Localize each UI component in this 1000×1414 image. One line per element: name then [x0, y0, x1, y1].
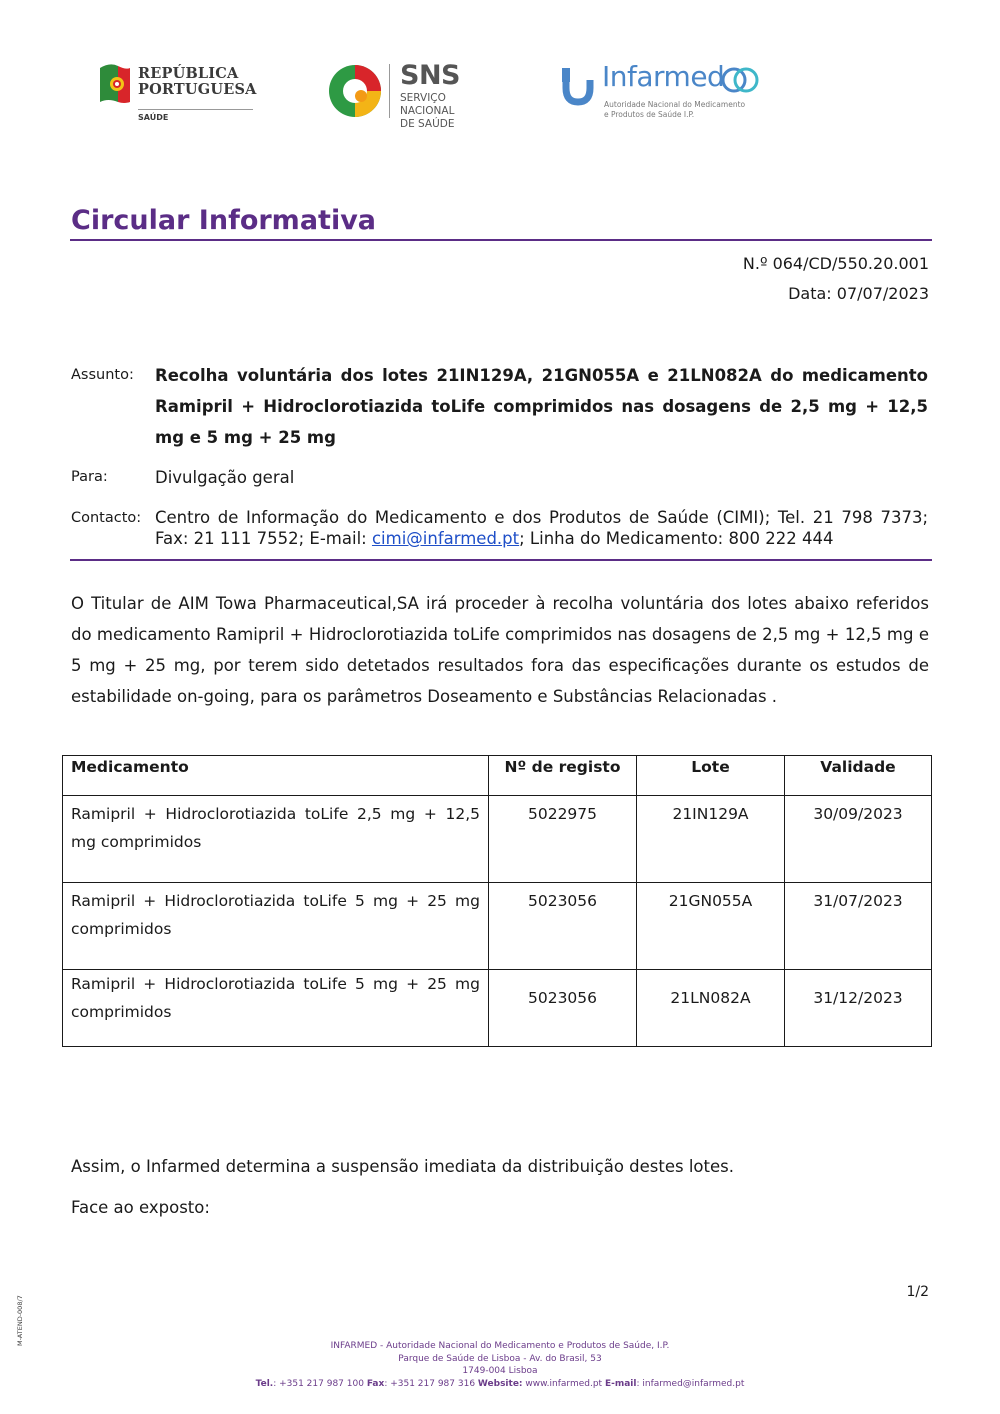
- footer-tel: : +351 217 987 100: [273, 1378, 364, 1389]
- table-row: [63, 970, 932, 1047]
- closing-paragraph: Face ao exposto:: [71, 1198, 210, 1217]
- footer-contacts: [0, 1378, 1000, 1391]
- footer-address: Parque de Saúde de Lisboa - Av. do Brasil, 53: [398, 1353, 602, 1364]
- cell-validade: 31/07/2023: [785, 883, 932, 970]
- footer-web-label: Website:: [477, 1378, 523, 1389]
- title-divider: [70, 239, 932, 241]
- cell-medicamento: Ramipril + Hidroclorotiazida toLife 5 mg + 25 mg comprimidos: [63, 970, 489, 1047]
- republica-portuguesa-logo: [96, 62, 261, 124]
- contact-post: ; Linha do Medicamento: 800 222 444: [519, 529, 834, 548]
- footer-email-label: E-mail: [604, 1378, 637, 1389]
- intro-paragraph: O Titular de AIM Towa Pharmaceutical,SA irá proceder à recolha voluntária dos lotes abaixo referidos do medicamento Ramipril + Hidroclorotiazida toLife comprimidos nas dosagens de 2,5 mg + 12,5 mg e 5 mg + 25 mg, por terem sido detetados resultados fora das especificações durante os estudos de estabilidade on-going, para os parâmetros Doseamento e Substâncias Relacionadas .: [71, 594, 929, 706]
- cell-medicamento: Ramipril + Hidroclorotiazida toLife 5 mg + 25 mg comprimidos: [63, 883, 489, 970]
- contact-pre: Centro de Informação do Medicamento e dos Produtos de Saúde (CIMI); Tel. 21 798 7373; Fax: 21 111 7552; E-mail:: [155, 508, 928, 548]
- rp-line2: PORTUGUESA: [138, 81, 257, 98]
- cell-validade: 30/09/2023: [785, 796, 932, 883]
- sns-line2: DE SAÚDE: [400, 118, 455, 130]
- to-text: Divulgação geral: [155, 468, 295, 487]
- cell-medicamento: Ramipril + Hidroclorotiazida toLife 2,5 mg + 12,5 mg comprimidos: [63, 796, 489, 883]
- cell-registo: 5023056: [489, 883, 637, 970]
- footer-org: INFARMED - Autoridade Nacional do Medicamento e Produtos de Saúde, I.P.: [330, 1341, 670, 1351]
- cell-validade: 31/12/2023: [785, 970, 932, 1047]
- cell-lote: 21LN082A: [637, 970, 785, 1047]
- document-date: Data: 07/07/2023: [788, 284, 929, 303]
- cell-lote: 21IN129A: [637, 796, 785, 883]
- col-header-medicamento: Medicamento: [63, 756, 489, 796]
- sns-line1: SERVIÇO NACIONAL: [400, 92, 455, 117]
- infarmed-line2: e Produtos de Saúde I.P.: [604, 110, 695, 119]
- footer-fax-label: Fax: [366, 1378, 385, 1389]
- col-header-registo: Nº de registo: [489, 756, 637, 796]
- conclusion-paragraph: Assim, o Infarmed determina a suspensão imediata da distribuição destes lotes.: [71, 1157, 734, 1176]
- form-code: M-ATEND-008/7: [16, 1295, 24, 1346]
- footer-fax: : +351 217 987 316: [384, 1378, 476, 1389]
- contact-text: [155, 507, 928, 549]
- col-header-lote: Lote: [637, 756, 785, 796]
- rp-line1: REPÚBLICA: [138, 65, 239, 82]
- contact-label: Contacto:: [71, 510, 142, 526]
- col-header-validade: Validade: [785, 756, 932, 796]
- rp-sub: SAÚDE: [138, 109, 253, 122]
- document-title: Circular Informativa: [71, 205, 377, 236]
- sns-title: SNS: [400, 60, 460, 91]
- footer-email[interactable]: : infarmed@infarmed.pt: [636, 1378, 745, 1389]
- fields-divider: [70, 559, 932, 561]
- contact-email-link[interactable]: cimi@infarmed.pt: [371, 529, 520, 548]
- portugal-flag-icon: [96, 62, 132, 106]
- page-number: 1/2: [906, 1284, 929, 1300]
- table-header-row: [63, 756, 932, 796]
- to-label: Para:: [71, 469, 108, 485]
- 30-anniversary-icon: [720, 64, 760, 96]
- footer-city: 1749-004 Lisboa: [462, 1366, 538, 1376]
- reference-number: N.º 064/CD/550.20.001: [742, 254, 929, 273]
- cell-lote: 21GN055A: [637, 883, 785, 970]
- infarmed-title: Infarmed: [602, 60, 725, 93]
- cell-registo: 5023056: [489, 970, 637, 1047]
- infarmed-logo: [558, 60, 768, 128]
- subject-label: Assunto:: [71, 367, 134, 383]
- sns-emblem-icon: [326, 62, 384, 120]
- sns-logo: [326, 60, 496, 130]
- table-row: [63, 883, 932, 970]
- cell-registo: 5022975: [489, 796, 637, 883]
- page-footer: [0, 1340, 1000, 1390]
- footer-web[interactable]: www.infarmed.pt: [525, 1378, 603, 1389]
- infarmed-emblem-icon: [558, 66, 598, 108]
- infarmed-line1: Autoridade Nacional do Medicamento: [604, 100, 746, 109]
- lots-table: [62, 755, 932, 1047]
- logo-bar: [96, 60, 796, 130]
- table-row: [63, 796, 932, 883]
- subject-text: Recolha voluntária dos lotes 21IN129A, 21GN055A e 21LN082A do medicamento Ramipril + Hidroclorotiazida toLife comprimidos nas dosagens de 2,5 mg + 12,5 mg e 5 mg + 25 mg: [155, 366, 928, 447]
- footer-tel-label: Tel.: [255, 1378, 274, 1389]
